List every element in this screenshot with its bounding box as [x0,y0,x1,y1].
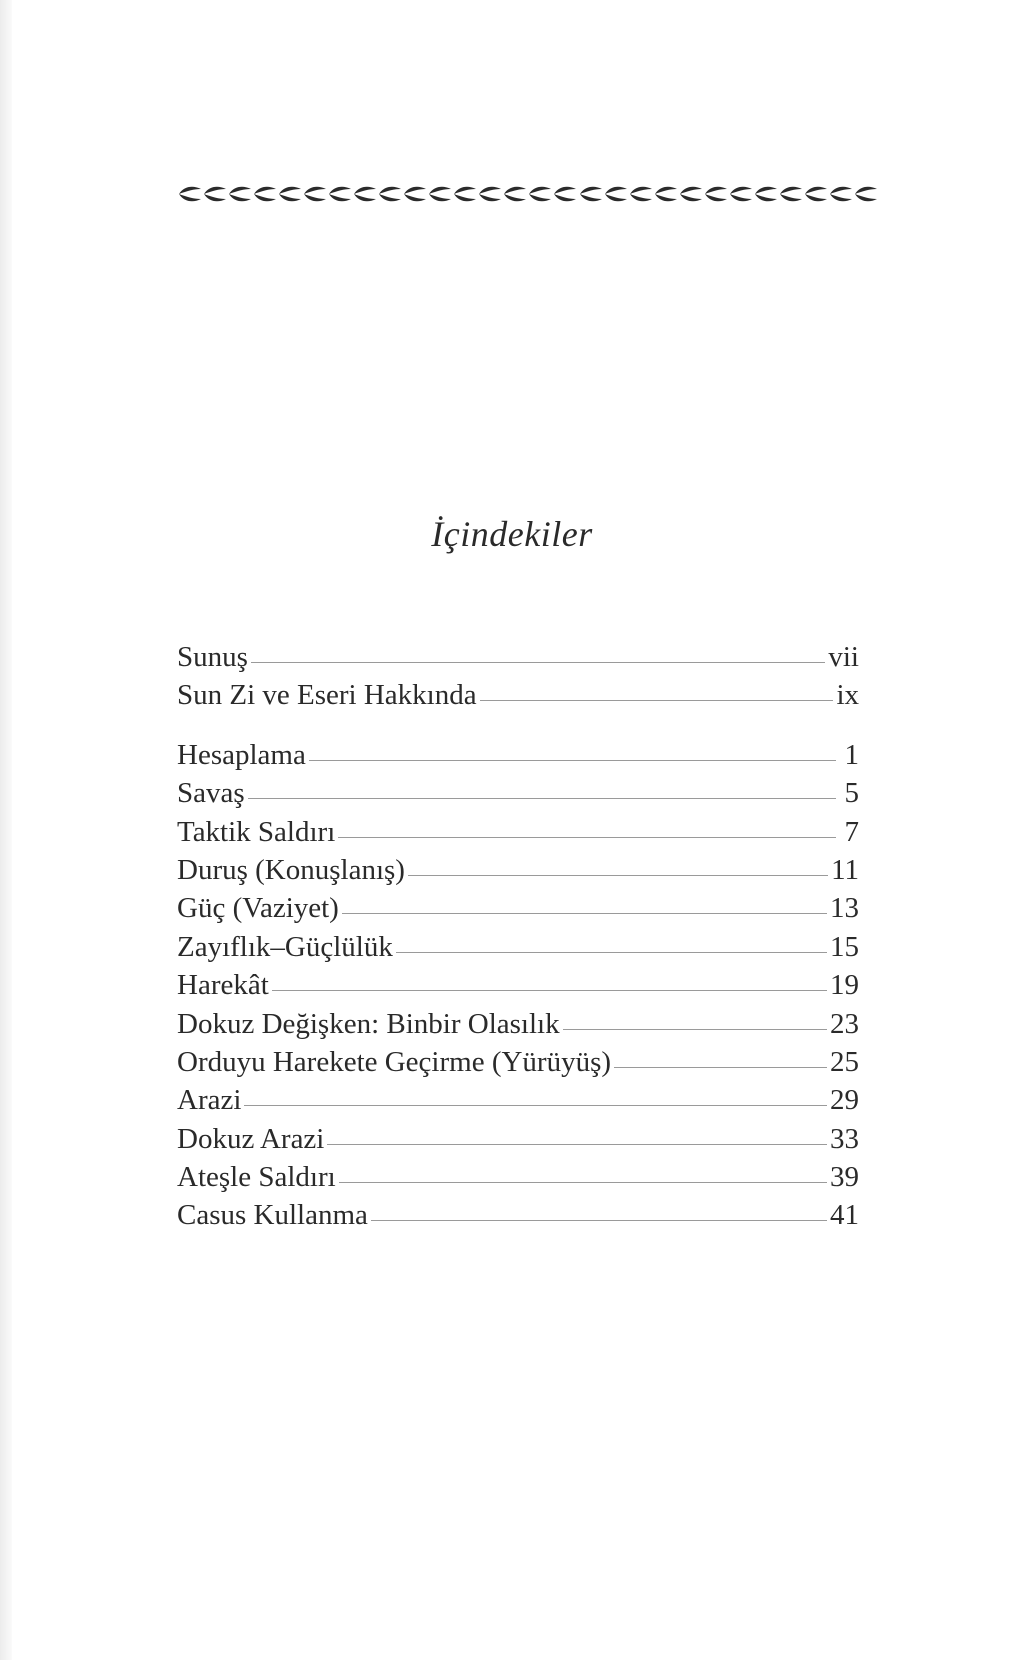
dot-leader [272,990,827,991]
dot-leader [408,875,828,876]
leaf-ornament-icon [553,184,577,204]
dot-leader [244,1105,827,1106]
page-title: İçindekiler [431,514,593,554]
toc-entry[interactable] [177,638,859,676]
leaf-ornament-icon [378,184,402,204]
leaf-ornament-icon [203,184,227,204]
toc-page-number: 5 [844,777,859,810]
toc-entry-label: Taktik Saldırı [177,815,336,848]
toc-page-number: 15 [830,930,859,963]
leaf-ornament-icon [478,184,502,204]
toc-entry-label: Ateşle Saldırı [177,1161,336,1194]
leaf-ornament-icon [779,184,803,204]
leaf-ornament-icon [629,184,653,204]
toc-page-number: 39 [830,1161,859,1194]
leaf-ornament-icon [679,184,703,204]
dot-leader [248,798,836,799]
leaf-ornament-icon [729,184,753,204]
dot-leader [339,1182,827,1183]
toc-page-number: 11 [831,853,859,886]
toc-entry-label: Dokuz Değişken: Binbir Olasılık [177,1007,560,1040]
dot-leader [480,700,834,701]
dot-leader [327,1144,827,1145]
leaf-ornament-icon [829,184,853,204]
leaf-ornament-icon [604,184,628,204]
toc-entry[interactable] [177,774,859,812]
table-of-contents [177,638,859,1235]
toc-entry-label: Savaş [177,777,245,810]
toc-entry-label: Casus Kullanma [177,1199,368,1232]
toc-page-number: ix [836,679,859,712]
dot-leader [309,760,836,761]
toc-page-number: 33 [830,1122,859,1155]
leaf-ornament-icon [278,184,302,204]
toc-entry[interactable] [177,966,859,1004]
toc-entry-label: Orduyu Harekete Geçirme (Yürüyüş) [177,1045,612,1078]
toc-page-number: vii [828,641,859,673]
dot-leader [371,1220,827,1221]
page-edge-shadow [0,0,12,1660]
toc-entry-label: Duruş (Konuşlanış) [177,853,405,886]
leaf-ornament-icon [528,184,552,204]
leaf-ornament-icon [178,184,202,204]
leaf-ornament-icon [303,184,327,204]
toc-page-number: 25 [830,1045,859,1078]
toc-entry[interactable] [177,813,859,851]
leaf-ornament-icon [704,184,728,204]
toc-entry[interactable] [177,851,859,889]
toc-entry[interactable] [177,928,859,966]
toc-entry[interactable] [177,676,859,714]
leaf-ornament-icon [253,184,277,204]
toc-entry-label: Zayıflık–Güçlülük [177,930,393,963]
toc-entry[interactable] [177,1081,859,1119]
leaf-ornament-icon [804,184,828,204]
toc-entry[interactable] [177,736,859,774]
toc-page-number: 1 [844,738,859,771]
leaf-ornament-icon [228,184,252,204]
toc-entry-label: Arazi [177,1084,242,1117]
dot-leader [614,1067,827,1068]
toc-entry-label: Sunuş [177,641,248,673]
leaf-ornament-icon [453,184,477,204]
toc-entry[interactable] [177,1158,859,1196]
leaf-ornament-border [178,182,878,206]
toc-entry-label: Sun Zi ve Eseri Hakkında [177,679,477,712]
toc-entry[interactable] [177,1005,859,1043]
toc-entry[interactable] [177,1120,859,1158]
toc-entry-label: Harekât [177,969,269,1002]
leaf-ornament-icon [428,184,452,204]
dot-leader [338,837,836,838]
toc-entry[interactable] [177,1043,859,1081]
toc-entry-label: Dokuz Arazi [177,1122,325,1155]
leaf-ornament-icon [353,184,377,204]
dot-leader [563,1029,827,1030]
dot-leader [342,913,827,914]
leaf-ornament-icon [754,184,778,204]
leaf-ornament-icon [854,184,878,204]
leaf-ornament-icon [654,184,678,204]
toc-page-number: 23 [830,1007,859,1040]
toc-page-number: 13 [830,892,859,925]
leaf-ornament-icon [403,184,427,204]
toc-entry-label: Hesaplama [177,738,306,771]
leaf-ornament-icon [328,184,352,204]
dot-leader [251,662,825,663]
toc-entry[interactable] [177,1196,859,1234]
dot-leader [396,952,827,953]
leaf-ornament-icon [503,184,527,204]
leaf-ornament-icon [579,184,603,204]
toc-page-number: 29 [830,1084,859,1117]
toc-entry[interactable] [177,889,859,927]
toc-page-number: 7 [844,815,859,848]
toc-entry-label: Güç (Vaziyet) [177,892,339,925]
toc-page-number: 19 [830,969,859,1002]
toc-page-number: 41 [830,1199,859,1232]
